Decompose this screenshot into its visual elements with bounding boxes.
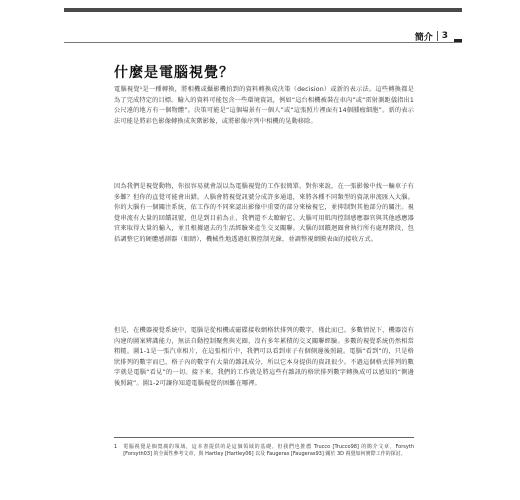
section-label: 簡介: [414, 32, 433, 43]
paragraph-1: 電腦視覺¹是一種轉換，將相機或攝影機拍到的資料轉換成決策（decision）或新的表示法。這些轉換都是為了完成特定的目標。輸入的資料可能包含一些環境資訊，例如“這台相機被裝在車內”或“雷射測距儀指出1公尺遠的地方有一個物體”。決策可能是“這個場景有一個人”或“這張照片裡面有14個腫瘤細胞”。新的表示法可能是將彩色影像轉換成灰階影像，或將影像序列中相機的晃動移除。: [114, 86, 414, 125]
paragraph-3: 但是，在機器視覺系統中，電腦是從相機或磁碟接收網格狀排列的數字，僅此而已。多數情況下，機器沒有內建的圖案辨識能力，無法自動控制聚焦與光圈，沒有多年累積的交叉關聯經驗。多數的視覺系統仍然相當粗糙。圖1-1是一張汽車相片，在這張相片中，我們可以看到車子有個側邊後照鏡。電腦“看到”的，只是格狀排列的數字而已，格子內的數字有大量的雜訊成分，所以它本身提供的資訊很少。不過這個格式排列的數字就是電腦“看見”的一切。接下來，我們的工作就是將這些有雜訊的格狀排列數字轉換成可以感知的“側邊後照鏡”。圖1-2可讓你知道電腦視覺的困難在哪裡。: [114, 327, 414, 387]
paragraph-2: 因為我們是視覺動物，你很容易就會誤以為電腦視覺的工作很簡單。對你來說，在一張影像中找一輛車子有多難？但你的直覺可能會出錯。人腦會將視覺訊號分成許多通道，來將各種不同類型的資訊串流匯入大腦。你的大腦有一個關注系統，依工作的不同來認出影像中重要的部分來檢視它，並抑制對其他部分的關注。視覺串流有大量的回饋訊號，但是到目前為止，我們還不太瞭解它。大腦可用肌肉控制感應器官與其他感應器官來取得大量的輸入，並且根據過去的生活經驗來產生交叉關聯。大腦的回饋迴圈會執行所有處理階段，包括調整它的硬體感測器（眼睛），機械性地透過虹膜控制光線，並調整視網膜表面的接收方式。: [114, 183, 414, 243]
header-rule: [64, 42, 462, 43]
page-number: 3: [441, 31, 448, 41]
top-rule: [64, 8, 462, 12]
header-separator: [437, 31, 438, 41]
footnote-number: 1: [114, 444, 118, 450]
footnote-rule: [114, 437, 414, 438]
thumb-tab-mark: [454, 39, 462, 42]
section-title: 什麼是電腦視覺？: [114, 65, 234, 81]
footnote: [114, 444, 414, 459]
running-header: [64, 29, 462, 43]
footnote-text: 電腦視覺是個寬廣的領域，這本書提供的是這個領域的基礎。但我們也推薦 Trucco [Trucco98] 的簡介文章，Forsyth [Forsyth03] 的全面性參考文章，與 Hartley [Hartley06] 以及 Faugeras [Faugeras93] 關於 3D 視覺如何實際工作的探討。: [123, 444, 414, 458]
header-right: [415, 29, 462, 43]
